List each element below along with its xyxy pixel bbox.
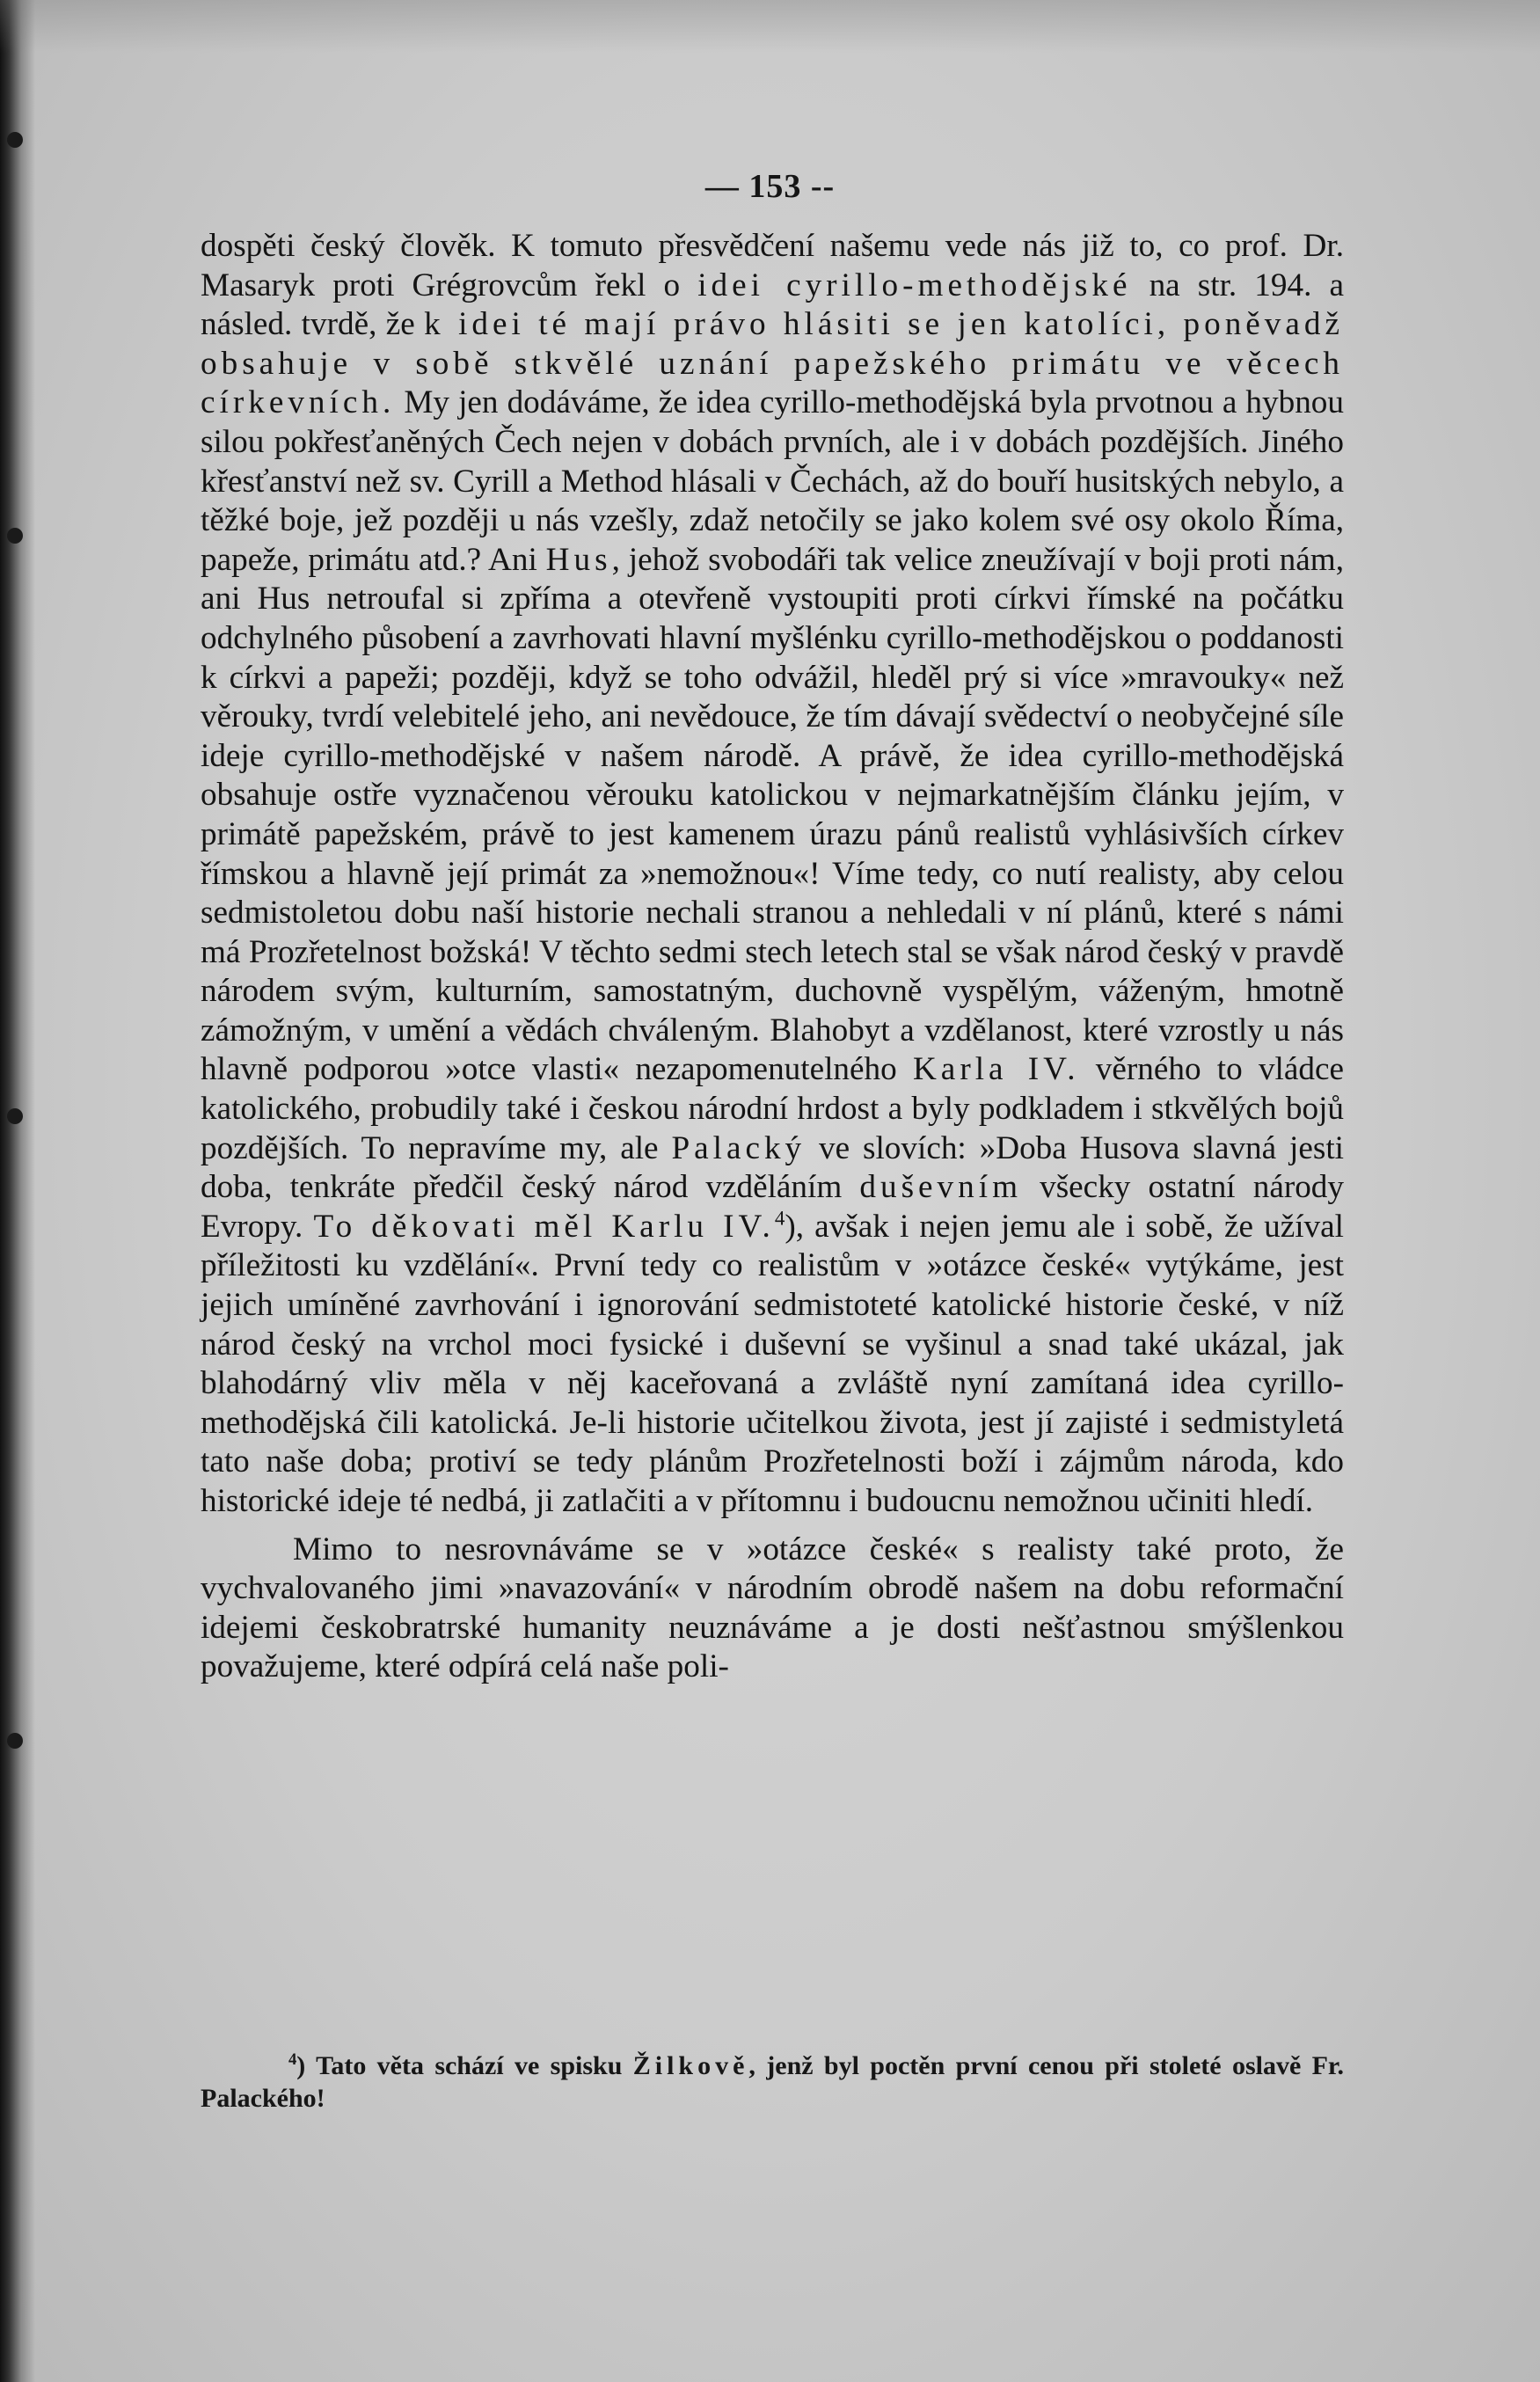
spaced-text: duševním <box>859 1169 1023 1206</box>
footnote <box>201 2050 1344 2115</box>
text-run: věrného to vládce katolického, probudily také i českou národní hrdost a byly podkladem i stkvělých bojů pozdějších. To nepravíme my, ale <box>201 1051 1344 1166</box>
spaced-text: Karla IV. <box>912 1051 1080 1088</box>
paragraph-2: Mimo to nesrovnáváme se v »otázce české« s realisty také proto, že vychvalovaného jimi »navazování« v národním obrodě našem na dobu reformační idejemi českobratrské humanity neuznáváme a je dosti nešťastnou smýšlenkou považujeme, které odpírá celá naše poli- <box>201 1531 1344 1685</box>
text-run: na str. 194. a násled. tvrdě, že <box>201 267 1344 343</box>
binding-hole <box>7 1108 23 1124</box>
footnote-text: , jenž byl poctěn první cenou při stoleté oslavě Fr. Palackého! <box>201 2051 1344 2113</box>
binding-hole <box>7 528 23 544</box>
text-run: My jen dodáváme, že idea cyrillo-methodějská byla prvotnou a hybnou silou pokřesťaněných Čech nejen v dobách prvních, ale i v dobách pozdějších. Jiného křesťanství než sv. Cyrill a Method hlásali v Čechách, až do bouří husitských nebylo, a těžké boje, jež později u nás vzešly, zdaž netočily se jako kolem své osy okolo Říma, papeže, primátu atd.? Ani <box>201 384 1344 578</box>
text-run: , jehož svobodáři tak velice zneužívají v boji proti nám, ani Hus netroufal si zpříma a otevřeně vystoupiti proti církvi římské na počátku odchylného působení a zavrhovati hlavní myšlénku cyrillo-methodějskou o poddanosti k církvi a papeži; později, když se toho odvážil, hleděl prý si více »mravouky« než věrouky, tvrdí velebitelé jeho, ani nevědouce, že tím dávají svědectví o neobyčejné síle ideje cyrillo-methodějské v našem národě. A právě, že idea cyrillo-methodějská obsahuje ostře vyznačenou věrouku katolickou v nejmarkatnějším článku jejím, v primátě papežském, právě to jest kamenem úrazu pánů realistů vyhlásivších církev římskou a hlavně její primát za »nemožnou«! Víme tedy, co nutí realisty, aby celou sedmistoletou dobu naší historie nechali stranou a nehledali v ní plánů, které s námi má Prozřetelnost božská! V těchto sedmi stech letech stal se však národ český v pravdě národem svým, kulturním, samostatným, duchovně vyspělým, váženým, hmotně zámožným, v umění a vědách chváleným. Blahobyt a vzdělanost, které vzrostly u nás hlavně podporou »otce vlasti« nezapomenutelného <box>201 541 1344 1088</box>
page-top-edge-shadow <box>0 0 1540 53</box>
spaced-text: k idei té mají právo hlásiti se jen katolíci, poněvadž obsahuje v sobě stkvělé uznání papežského primátu ve věcech církevních. <box>201 306 1344 421</box>
footnote-reference: 4 <box>774 1206 785 1230</box>
text-run: všecky ostatní národy Evropy. <box>201 1169 1344 1245</box>
paragraph-1 <box>201 227 1344 1522</box>
main-text <box>201 227 1344 1687</box>
text-run: ve slovích: »Doba Husova slavná jesti doba, tenkráte předčil český národ vzděláním <box>201 1129 1345 1206</box>
page-number: — 153 -- <box>704 168 836 205</box>
text-run: ), avšak i nejen jemu ale i sobě, že užíval příležitosti ku vzdělání«. První tedy co realistům v »otázce české« vytýkáme, jest jejich umíněné zavrhování i ignorování sedmistoteté katolické historie české, v níž národ český na vrchol moci fysické i duševní se vyšinul a snad také ukázal, jak blahodárný vliv měla v něj kaceřovaná a zvláště nyní zamítaná idea cyrillo-methodějská čili katolická. Je-li historie učitelkou života, jest jí zajisté i sedmistyletá tato naše doba; protiví se tedy plánům Prozřetelnosti boží i zájmům národa, kdo historické ideje té nedbá, ji zatlačiti a v přítomnu i budoucnu nemožnou učiniti hledí. <box>201 1208 1344 1519</box>
spaced-text: idei cyrillo-methodějské <box>697 267 1132 303</box>
footnote-text: ) Tato věta schází ve spisku <box>296 2051 633 2080</box>
footnote-marker: 4 <box>288 2050 297 2069</box>
text-run: dospěti český člověk. K tomuto přesvědčení našemu vede nás již to, co prof. Dr. Masaryk proti Grégrovcům řekl o <box>201 228 1344 303</box>
binding-hole <box>7 132 23 148</box>
spaced-text: To děkovati měl Karlu IV. <box>313 1208 775 1245</box>
spaced-text: Hus <box>545 541 612 578</box>
page-left-edge-shadow <box>0 0 35 2382</box>
footnote-spaced-name: Žilkově <box>632 2051 749 2080</box>
spaced-text: Palacký <box>671 1129 806 1166</box>
binding-hole <box>7 1733 23 1749</box>
